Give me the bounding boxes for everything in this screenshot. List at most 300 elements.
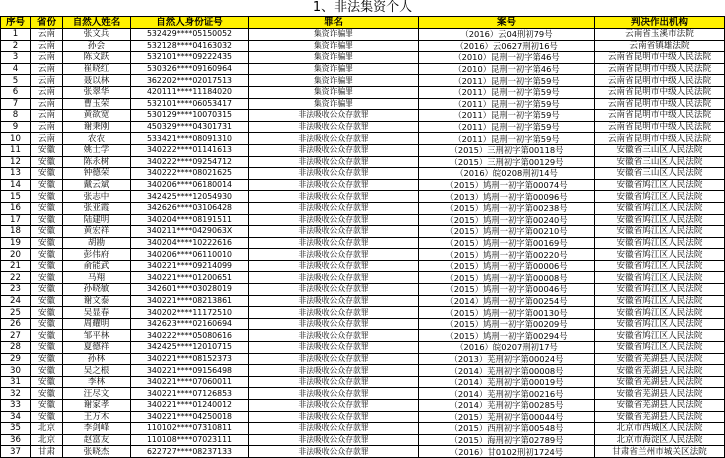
cell-crime[interactable]: 非法吸收公众存款罪 xyxy=(249,376,419,388)
cell-index[interactable]: 3 xyxy=(1,52,31,64)
table-row xyxy=(1,214,725,226)
cell-name[interactable]: 孙晓敏 xyxy=(63,284,131,296)
cell-name[interactable]: 崔晓红 xyxy=(63,63,131,75)
cell-name[interactable]: 赵富友 xyxy=(63,434,131,446)
header-court[interactable]: 判决作出机构 xyxy=(595,17,725,29)
cell-court[interactable]: 北京市海淀区人民法院 xyxy=(595,434,725,446)
table-row xyxy=(1,284,725,296)
cell-case-number[interactable]: （2015）鸠刑一初字第00209号 xyxy=(419,318,595,330)
cell-province[interactable]: 安徽 xyxy=(31,400,63,412)
cell-case-number[interactable]: （2010）昆刑一初字第46号 xyxy=(419,63,595,75)
cell-province[interactable]: 云南 xyxy=(31,75,63,87)
cell-id-number[interactable]: 340204****08191511 xyxy=(131,214,249,226)
cell-name[interactable]: 吴之根 xyxy=(63,365,131,377)
cell-index[interactable]: 30 xyxy=(1,365,31,377)
cell-crime[interactable]: 非法吸收公众存款罪 xyxy=(249,191,419,203)
cell-crime[interactable]: 非法吸收公众存款罪 xyxy=(249,168,419,180)
cell-case-number[interactable]: （2015）鸠刑一初字第00046号 xyxy=(419,284,595,296)
cell-province[interactable]: 甘肃 xyxy=(31,446,63,458)
cell-court[interactable]: 安徽省鸠江区人民法院 xyxy=(595,202,725,214)
cell-case-number[interactable]: （2014）鸠刑一初字第00254号 xyxy=(419,295,595,307)
cell-crime[interactable]: 非法吸收公众存款罪 xyxy=(249,144,419,156)
cell-case-number[interactable]: （2011）昆刑一初字第59号 xyxy=(419,75,595,87)
cell-province[interactable]: 安徽 xyxy=(31,144,63,156)
cell-name[interactable]: 胡勘 xyxy=(63,237,131,249)
cell-crime[interactable]: 非法吸收公众存款罪 xyxy=(249,272,419,284)
cell-name[interactable]: 李剑峰 xyxy=(63,423,131,435)
cell-id-number[interactable]: 340202****11172510 xyxy=(131,307,249,319)
cell-case-number[interactable]: （2015）鸠刑一初字第00240号 xyxy=(419,214,595,226)
cell-court[interactable]: 安徽省鸠江区人民法院 xyxy=(595,272,725,284)
cell-crime[interactable]: 非法吸收公众存款罪 xyxy=(249,342,419,354)
cell-court[interactable]: 安徽省鸠江区人民法院 xyxy=(595,342,725,354)
header-index[interactable]: 序号 xyxy=(1,17,31,29)
cell-case-number[interactable]: （2015）鸠刑一初字第00210号 xyxy=(419,226,595,238)
table-row xyxy=(1,365,725,377)
cell-name[interactable]: 张翠华 xyxy=(63,86,131,98)
cell-crime[interactable]: 非法吸收公众存款罪 xyxy=(249,133,419,145)
cell-case-number[interactable]: （2014）芜刑初字第00019号 xyxy=(419,376,595,388)
cell-court[interactable]: 云南省昆明市中级人民法院 xyxy=(595,63,725,75)
table-row xyxy=(1,330,725,342)
table-row xyxy=(1,75,725,87)
table-row xyxy=(1,29,725,41)
cell-name[interactable]: 张志中 xyxy=(63,191,131,203)
cell-index[interactable]: 6 xyxy=(1,86,31,98)
table-row xyxy=(1,295,725,307)
cell-index[interactable]: 21 xyxy=(1,260,31,272)
cell-province[interactable]: 北京 xyxy=(31,434,63,446)
table-row xyxy=(1,144,725,156)
table-row xyxy=(1,272,725,284)
table-row xyxy=(1,400,725,412)
table-row xyxy=(1,191,725,203)
cell-id-number[interactable]: 340204****10222616 xyxy=(131,237,249,249)
cell-court[interactable]: 安徽省鸠江区人民法院 xyxy=(595,295,725,307)
cell-province[interactable]: 安徽 xyxy=(31,191,63,203)
cell-crime[interactable]: 集资诈骗罪 xyxy=(249,86,419,98)
cell-court[interactable]: 甘肃省兰州市城关区法院 xyxy=(595,446,725,458)
cell-id-number[interactable]: 532429****05150052 xyxy=(131,29,249,41)
cell-name[interactable]: 谢秉刚 xyxy=(63,121,131,133)
cell-id-number[interactable]: 110108****07023111 xyxy=(131,434,249,446)
cell-court[interactable]: 安徽省芜湖县人民法院 xyxy=(595,400,725,412)
cell-crime[interactable]: 集资诈骗罪 xyxy=(249,52,419,64)
cell-crime[interactable]: 非法吸收公众存款罪 xyxy=(249,330,419,342)
cell-index[interactable]: 7 xyxy=(1,98,31,110)
cell-index[interactable]: 26 xyxy=(1,318,31,330)
cell-id-number[interactable]: 340221****07060011 xyxy=(131,376,249,388)
cell-id-number[interactable]: 340211****0429063X xyxy=(131,226,249,238)
table-row xyxy=(1,86,725,98)
cell-crime[interactable]: 非法吸收公众存款罪 xyxy=(249,434,419,446)
cell-index[interactable]: 34 xyxy=(1,411,31,423)
cell-crime[interactable]: 非法吸收公众存款罪 xyxy=(249,260,419,272)
table-row xyxy=(1,411,725,423)
cell-index[interactable]: 28 xyxy=(1,342,31,354)
cell-name[interactable]: 黄宏祥 xyxy=(63,226,131,238)
cell-name[interactable]: 俞能武 xyxy=(63,260,131,272)
cell-court[interactable]: 云南省昆明市中级人民法院 xyxy=(595,98,725,110)
cell-crime[interactable]: 非法吸收公众存款罪 xyxy=(249,179,419,191)
cell-crime[interactable]: 集资诈骗罪 xyxy=(249,63,419,75)
cell-index[interactable]: 14 xyxy=(1,179,31,191)
cell-crime[interactable]: 集资诈骗罪 xyxy=(249,98,419,110)
cell-crime[interactable]: 非法吸收公众存款罪 xyxy=(249,353,419,365)
cell-case-number[interactable]: （2011）昆刑一初字第59号 xyxy=(419,133,595,145)
cell-province[interactable]: 云南 xyxy=(31,121,63,133)
cell-id-number[interactable]: 340221****07126853 xyxy=(131,388,249,400)
cell-id-number[interactable]: 533421****08091310 xyxy=(131,133,249,145)
cell-court[interactable]: 安徽省三山区人民法院 xyxy=(595,144,725,156)
cell-province[interactable]: 云南 xyxy=(31,86,63,98)
cell-case-number[interactable]: （2015）鸠刑一初字第00169号 xyxy=(419,237,595,249)
cell-case-number[interactable]: （2016）甘0102刑初1724号 xyxy=(419,446,595,458)
cell-court[interactable]: 安徽省鸠江区人民法院 xyxy=(595,284,725,296)
cell-province[interactable]: 安徽 xyxy=(31,168,63,180)
cell-crime[interactable]: 非法吸收公众存款罪 xyxy=(249,202,419,214)
cell-name[interactable]: 黄欲宽 xyxy=(63,110,131,122)
cell-court[interactable]: 安徽省鸠江区人民法院 xyxy=(595,226,725,238)
table-row xyxy=(1,423,725,435)
cell-crime[interactable]: 集资诈骗罪 xyxy=(249,40,419,52)
cell-province[interactable]: 安徽 xyxy=(31,365,63,377)
cell-court[interactable]: 云南省昆明市中级人民法院 xyxy=(595,86,725,98)
cell-index[interactable]: 25 xyxy=(1,307,31,319)
cell-province[interactable]: 云南 xyxy=(31,63,63,75)
header-crime[interactable]: 罪名 xyxy=(249,17,419,29)
cell-case-number[interactable]: （2015）西刑初字第00548号 xyxy=(419,423,595,435)
cell-name[interactable]: 张文兵 xyxy=(63,29,131,41)
cell-name[interactable]: 吴显春 xyxy=(63,307,131,319)
cell-case-number[interactable]: （2011）昆刑一初字第59号 xyxy=(419,98,595,110)
cell-court[interactable]: 北京市西城区人民法院 xyxy=(595,423,725,435)
cell-court[interactable]: 安徽省鸠江区人民法院 xyxy=(595,237,725,249)
cell-province[interactable]: 云南 xyxy=(31,52,63,64)
cell-index[interactable]: 9 xyxy=(1,121,31,133)
cell-id-number[interactable]: 340221****01240012 xyxy=(131,400,249,412)
cell-name[interactable]: 夏德祥 xyxy=(63,342,131,354)
cell-case-number[interactable]: （2016）皖0207刑初17号 xyxy=(419,342,595,354)
cell-crime[interactable]: 集资诈骗罪 xyxy=(249,75,419,87)
cell-id-number[interactable]: 110102****07310811 xyxy=(131,423,249,435)
cell-province[interactable]: 安徽 xyxy=(31,226,63,238)
cell-id-number[interactable]: 340221****09156498 xyxy=(131,365,249,377)
cell-case-number[interactable]: （2016）云04刑初79号 xyxy=(419,29,595,41)
cell-name[interactable]: 彭伟府 xyxy=(63,249,131,261)
cell-id-number[interactable]: 342601****03028019 xyxy=(131,284,249,296)
cell-province[interactable]: 云南 xyxy=(31,29,63,41)
cell-id-number[interactable]: 340221****08152373 xyxy=(131,353,249,365)
cell-crime[interactable]: 非法吸收公众存款罪 xyxy=(249,284,419,296)
cell-name[interactable]: 谢文泰 xyxy=(63,295,131,307)
cell-index[interactable]: 35 xyxy=(1,423,31,435)
cell-crime[interactable]: 非法吸收公众存款罪 xyxy=(249,295,419,307)
cell-province[interactable]: 安徽 xyxy=(31,376,63,388)
cell-index[interactable]: 5 xyxy=(1,75,31,87)
cell-crime[interactable]: 非法吸收公众存款罪 xyxy=(249,400,419,412)
table-row xyxy=(1,40,725,52)
cell-name[interactable]: 王万木 xyxy=(63,411,131,423)
cell-id-number[interactable]: 340221****08213861 xyxy=(131,295,249,307)
cell-court[interactable]: 安徽省三山区人民法院 xyxy=(595,156,725,168)
cell-court[interactable]: 云南省镇雄法院 xyxy=(595,40,725,52)
cell-crime[interactable]: 非法吸收公众存款罪 xyxy=(249,156,419,168)
cell-name[interactable]: 陈永树 xyxy=(63,156,131,168)
cell-case-number[interactable]: （2011）昆刑一初字第59号 xyxy=(419,110,595,122)
cell-province[interactable]: 安徽 xyxy=(31,179,63,191)
table-row xyxy=(1,307,725,319)
cell-index[interactable]: 36 xyxy=(1,434,31,446)
cell-province[interactable]: 安徽 xyxy=(31,307,63,319)
cell-index[interactable]: 11 xyxy=(1,144,31,156)
cell-id-number[interactable]: 420111****11184020 xyxy=(131,86,249,98)
cell-province[interactable]: 安徽 xyxy=(31,202,63,214)
cell-court[interactable]: 安徽省芜湖县人民法院 xyxy=(595,388,725,400)
table-row xyxy=(1,63,725,75)
cell-court[interactable]: 安徽省鸠江区人民法院 xyxy=(595,260,725,272)
cell-id-number[interactable]: 340206****06110010 xyxy=(131,249,249,261)
cell-province[interactable]: 安徽 xyxy=(31,388,63,400)
table-row xyxy=(1,388,725,400)
cell-name[interactable]: 谢家孝 xyxy=(63,400,131,412)
cell-case-number[interactable]: （2015）鸠刑一初字第00008号 xyxy=(419,272,595,284)
table-row xyxy=(1,202,725,214)
cell-id-number[interactable]: 340221****04250018 xyxy=(131,411,249,423)
cell-name[interactable]: 孙会 xyxy=(63,40,131,52)
cell-id-number[interactable]: 532101****06053417 xyxy=(131,98,249,110)
cell-index[interactable]: 18 xyxy=(1,226,31,238)
cell-index[interactable]: 19 xyxy=(1,237,31,249)
cell-crime[interactable]: 非法吸收公众存款罪 xyxy=(249,307,419,319)
cell-name[interactable]: 马翔 xyxy=(63,272,131,284)
cell-index[interactable]: 17 xyxy=(1,214,31,226)
cell-index[interactable]: 23 xyxy=(1,284,31,296)
cell-court[interactable]: 安徽省三山区人民法院 xyxy=(595,168,725,180)
cell-crime[interactable]: 非法吸收公众存款罪 xyxy=(249,365,419,377)
cell-court[interactable]: 云南省昆明市中级人民法院 xyxy=(595,133,725,145)
cell-court[interactable]: 安徽省鸠江区人民法院 xyxy=(595,330,725,342)
cell-name[interactable]: 陆建明 xyxy=(63,214,131,226)
cell-id-number[interactable]: 340222****05080616 xyxy=(131,330,249,342)
cell-case-number[interactable]: （2015）鸠刑一初字第00074号 xyxy=(419,179,595,191)
cell-id-number[interactable]: 342425****12010715 xyxy=(131,342,249,354)
cell-court[interactable]: 云南省昆明市中级人民法院 xyxy=(595,121,725,133)
cell-province[interactable]: 安徽 xyxy=(31,330,63,342)
cell-province[interactable]: 安徽 xyxy=(31,353,63,365)
cell-id-number[interactable]: 342626****03106428 xyxy=(131,202,249,214)
cell-court[interactable]: 安徽省鸠江区人民法院 xyxy=(595,249,725,261)
cell-province[interactable]: 云南 xyxy=(31,133,63,145)
cell-index[interactable]: 33 xyxy=(1,400,31,412)
header-province[interactable]: 省份 xyxy=(31,17,63,29)
header-id-number[interactable]: 自然人身份证号 xyxy=(131,17,249,29)
cell-case-number[interactable]: （2016）皖0208刑初14号 xyxy=(419,168,595,180)
table-row xyxy=(1,260,725,272)
cell-province[interactable]: 安徽 xyxy=(31,237,63,249)
cell-province[interactable]: 安徽 xyxy=(31,342,63,354)
table-body xyxy=(1,29,725,458)
cell-index[interactable]: 8 xyxy=(1,110,31,122)
cell-province[interactable]: 安徽 xyxy=(31,295,63,307)
cell-index[interactable]: 27 xyxy=(1,330,31,342)
cell-court[interactable]: 云南省昆明市中级人民法院 xyxy=(595,75,725,87)
table-row xyxy=(1,446,725,458)
cell-id-number[interactable]: 342425****12054930 xyxy=(131,191,249,203)
cell-province[interactable]: 安徽 xyxy=(31,214,63,226)
cell-name[interactable]: 孙林 xyxy=(63,353,131,365)
cell-id-number[interactable]: 532128****04163032 xyxy=(131,40,249,52)
cell-case-number[interactable]: （2013）芜刑初字第00024号 xyxy=(419,353,595,365)
cell-name[interactable]: 李林 xyxy=(63,376,131,388)
cell-province[interactable]: 安徽 xyxy=(31,249,63,261)
cell-id-number[interactable]: 532101****09222435 xyxy=(131,52,249,64)
cell-court[interactable]: 安徽省鸠江区人民法院 xyxy=(595,318,725,330)
table-row xyxy=(1,156,725,168)
cell-case-number[interactable]: （2016）云0627刑初16号 xyxy=(419,40,595,52)
cell-index[interactable]: 24 xyxy=(1,295,31,307)
cell-id-number[interactable]: 340222****08021625 xyxy=(131,168,249,180)
cell-court[interactable]: 安徽省芜湖县人民法院 xyxy=(595,353,725,365)
cell-court[interactable]: 云南省昆明市中级人民法院 xyxy=(595,52,725,64)
cell-case-number[interactable]: （2014）芜刑初字第00008号 xyxy=(419,365,595,377)
cell-court[interactable]: 安徽省鸠江区人民法院 xyxy=(595,307,725,319)
cell-index[interactable]: 12 xyxy=(1,156,31,168)
cell-court[interactable]: 安徽省鸠江区人民法院 xyxy=(595,191,725,203)
cell-index[interactable]: 32 xyxy=(1,388,31,400)
cell-crime[interactable]: 集资诈骗罪 xyxy=(249,29,419,41)
cell-province[interactable]: 云南 xyxy=(31,110,63,122)
cell-id-number[interactable]: 340221****01200651 xyxy=(131,272,249,284)
cell-province[interactable]: 云南 xyxy=(31,98,63,110)
cell-name[interactable]: 张晓杰 xyxy=(63,446,131,458)
cell-province[interactable]: 安徽 xyxy=(31,156,63,168)
cell-case-number[interactable]: （2011）昆刑一初字第59号 xyxy=(419,86,595,98)
cell-case-number[interactable]: （2013）鸠刑一初字第00096号 xyxy=(419,191,595,203)
table-row xyxy=(1,237,725,249)
table-row xyxy=(1,52,725,64)
cell-crime[interactable]: 非法吸收公众存款罪 xyxy=(249,110,419,122)
cell-province[interactable]: 安徽 xyxy=(31,318,63,330)
table-row xyxy=(1,121,725,133)
cell-province[interactable]: 安徽 xyxy=(31,284,63,296)
header-case-number[interactable]: 案号 xyxy=(419,17,595,29)
cell-crime[interactable]: 非法吸收公众存款罪 xyxy=(249,423,419,435)
cell-crime[interactable]: 非法吸收公众存款罪 xyxy=(249,121,419,133)
cell-name[interactable]: 曹玉荣 xyxy=(63,98,131,110)
cell-province[interactable]: 安徽 xyxy=(31,272,63,284)
cell-name[interactable]: 聂以林 xyxy=(63,75,131,87)
cell-name[interactable]: 汪尽文 xyxy=(63,388,131,400)
cell-index[interactable]: 4 xyxy=(1,63,31,75)
cell-index[interactable]: 15 xyxy=(1,191,31,203)
cell-name[interactable]: 张亚霞 xyxy=(63,202,131,214)
cell-court[interactable]: 安徽省芜湖县人民法院 xyxy=(595,365,725,377)
cell-court[interactable]: 安徽省芜湖县人民法院 xyxy=(595,376,725,388)
cell-id-number[interactable]: 530129****10070315 xyxy=(131,110,249,122)
header-name[interactable]: 自然人姓名 xyxy=(63,17,131,29)
cell-index[interactable]: 1 xyxy=(1,29,31,41)
cell-index[interactable]: 20 xyxy=(1,249,31,261)
cell-case-number[interactable]: （2015）芜刑初字第00044号 xyxy=(419,411,595,423)
table-row xyxy=(1,434,725,446)
cell-index[interactable]: 13 xyxy=(1,168,31,180)
cell-crime[interactable]: 非法吸收公众存款罪 xyxy=(249,226,419,238)
cell-index[interactable]: 2 xyxy=(1,40,31,52)
cell-court[interactable]: 安徽省鸠江区人民法院 xyxy=(595,179,725,191)
cell-case-number[interactable]: （2015）鸠刑一初字第00220号 xyxy=(419,249,595,261)
sheet-title: 1、非法集资个人 xyxy=(312,0,413,15)
cell-crime[interactable]: 非法吸收公众存款罪 xyxy=(249,411,419,423)
cell-case-number[interactable]: （2015）三刑初字第00129号 xyxy=(419,156,595,168)
cell-id-number[interactable]: 362202****02017513 xyxy=(131,75,249,87)
cell-index[interactable]: 29 xyxy=(1,353,31,365)
cell-id-number[interactable]: 342623****02160694 xyxy=(131,318,249,330)
cell-index[interactable]: 22 xyxy=(1,272,31,284)
cell-crime[interactable]: 非法吸收公众存款罪 xyxy=(249,237,419,249)
cell-crime[interactable]: 非法吸收公众存款罪 xyxy=(249,446,419,458)
cell-name[interactable]: 钟德荣 xyxy=(63,168,131,180)
cell-crime[interactable]: 非法吸收公众存款罪 xyxy=(249,214,419,226)
records-table xyxy=(0,16,725,458)
cell-id-number[interactable]: 450329****04301731 xyxy=(131,121,249,133)
cell-province[interactable]: 安徽 xyxy=(31,260,63,272)
cell-case-number[interactable]: （2015）海刑初字第02789号 xyxy=(419,434,595,446)
cell-id-number[interactable]: 340206****06180014 xyxy=(131,179,249,191)
cell-name[interactable]: 周耀明 xyxy=(63,318,131,330)
cell-case-number[interactable]: （2010）昆刑一初字第46号 xyxy=(419,52,595,64)
cell-crime[interactable]: 非法吸收公众存款罪 xyxy=(249,249,419,261)
cell-name[interactable]: 戴云斌 xyxy=(63,179,131,191)
cell-province[interactable]: 安徽 xyxy=(31,411,63,423)
cell-case-number[interactable]: （2015）鸠刑一初字第00130号 xyxy=(419,307,595,319)
cell-case-number[interactable]: （2015）鸠刑一初字第00294号 xyxy=(419,330,595,342)
table-row xyxy=(1,110,725,122)
table-row xyxy=(1,226,725,238)
cell-case-number[interactable]: （2014）芜刑初字第00216号 xyxy=(419,388,595,400)
cell-index[interactable]: 10 xyxy=(1,133,31,145)
cell-name[interactable]: 农农 xyxy=(63,133,131,145)
cell-case-number[interactable]: （2014）芜刑初字第00285号 xyxy=(419,400,595,412)
cell-case-number[interactable]: （2015）鸠刑一初字第00006号 xyxy=(419,260,595,272)
cell-case-number[interactable]: （2015）三刑初字第00118号 xyxy=(419,144,595,156)
cell-index[interactable]: 16 xyxy=(1,202,31,214)
cell-court[interactable]: 云南省昆明市中级人民法院 xyxy=(595,110,725,122)
cell-id-number[interactable]: 340221****09214099 xyxy=(131,260,249,272)
cell-id-number[interactable]: 340222****01141613 xyxy=(131,144,249,156)
cell-province[interactable]: 北京 xyxy=(31,423,63,435)
cell-province[interactable]: 云南 xyxy=(31,40,63,52)
cell-crime[interactable]: 非法吸收公众存款罪 xyxy=(249,318,419,330)
table-row xyxy=(1,98,725,110)
cell-name[interactable]: 邹平林 xyxy=(63,330,131,342)
cell-name[interactable]: 姚士学 xyxy=(63,144,131,156)
cell-case-number[interactable]: （2011）昆刑一初字第59号 xyxy=(419,121,595,133)
cell-id-number[interactable]: 340222****09254712 xyxy=(131,156,249,168)
cell-index[interactable]: 37 xyxy=(1,446,31,458)
table-row xyxy=(1,249,725,261)
cell-crime[interactable]: 非法吸收公众存款罪 xyxy=(249,388,419,400)
cell-index[interactable]: 31 xyxy=(1,376,31,388)
cell-id-number[interactable]: 530326****09160964 xyxy=(131,63,249,75)
cell-case-number[interactable]: （2015）鸠刑一初字第00238号 xyxy=(419,202,595,214)
table-row xyxy=(1,168,725,180)
cell-name[interactable]: 陈文跃 xyxy=(63,52,131,64)
cell-court[interactable]: 安徽省芜湖县人民法院 xyxy=(595,411,725,423)
cell-id-number[interactable]: 622727****08237133 xyxy=(131,446,249,458)
cell-court[interactable]: 云南省玉溪市法院 xyxy=(595,29,725,41)
cell-court[interactable]: 安徽省鸠江区人民法院 xyxy=(595,214,725,226)
